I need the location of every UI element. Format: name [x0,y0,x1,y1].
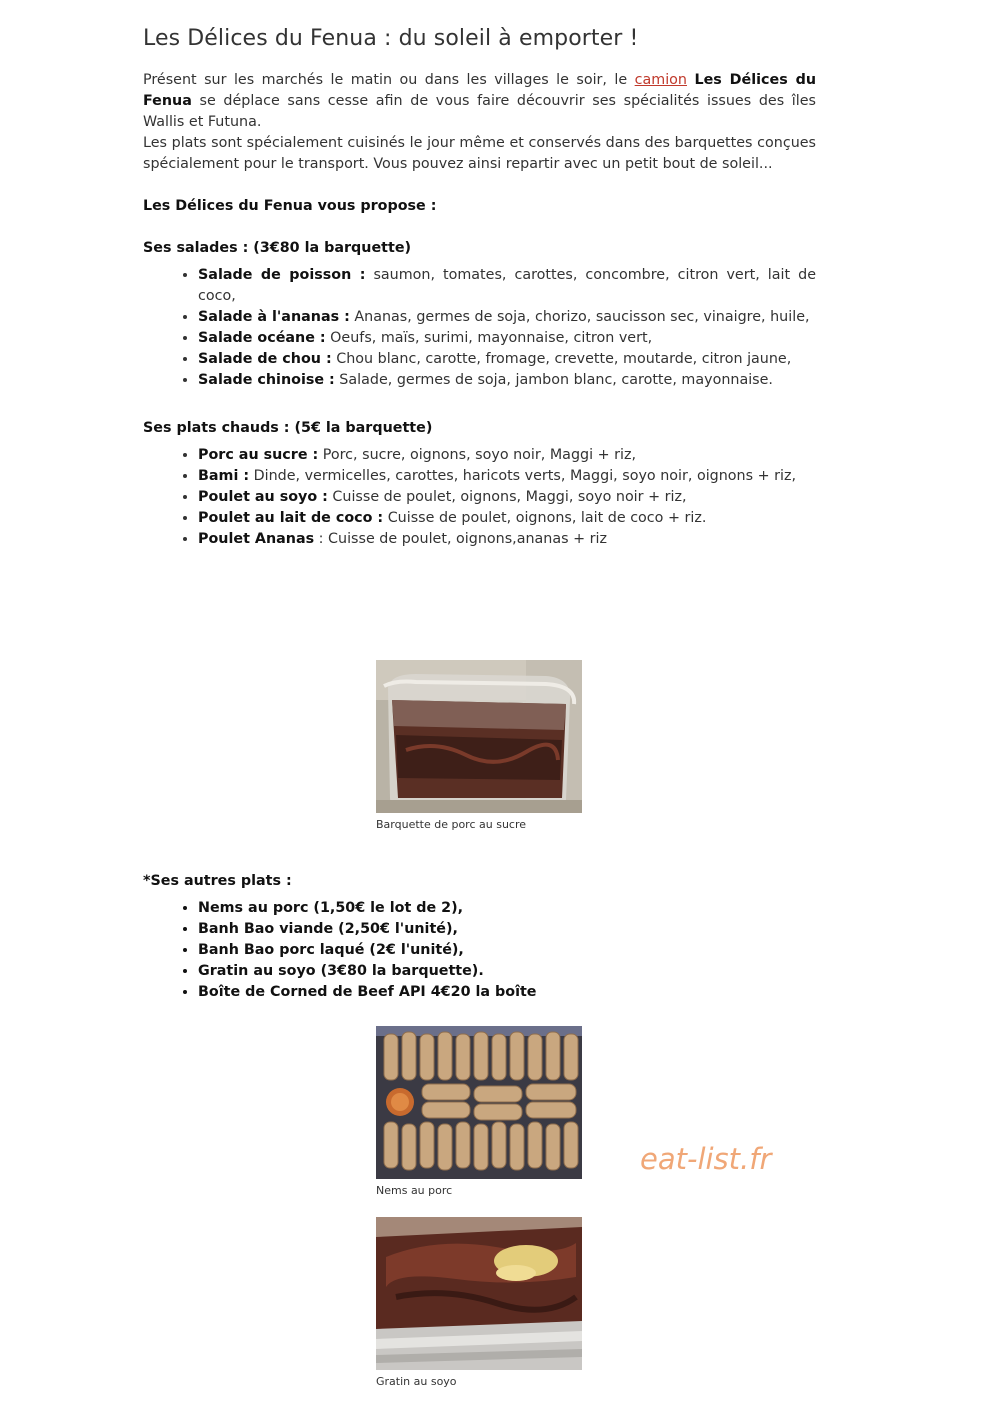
intro-text-2: Les plats sont spécialement cuisinés le jour même et conservés dans des barquettes conçues spécialement pour le transport. Vous pouvez ainsi repartir avec un petit bout de soleil... [143,135,816,172]
figure-nems [376,1026,582,1198]
figure-caption: Nems au porc [376,1184,453,1197]
list-item: • Banh Bao viande (2,50€ l'unité), [198,919,816,940]
list-item [198,328,816,349]
plats-chauds-list [143,445,816,550]
intro-brand: Les Délices du Fenua [143,72,817,109]
nems-photo [376,1026,582,1179]
figure-caption: Barquette de porc au sucre [376,818,527,831]
propose-heading: Les Délices du Fenua vous propose : [143,198,437,214]
list-item: • Nems au porc (1,50€ le lot de 2), [198,898,816,919]
dish-desc: Dinde, vermicelles, carottes, haricots verts, Maggi, soyo noir, oignons + riz, [249,468,797,484]
list-item [198,466,816,487]
dish-desc: Chou blanc, carotte, fromage, crevette, moutarde, citron jaune, [331,351,792,367]
article [143,22,816,550]
dish-name: Salade chinoise : [198,372,335,388]
porc-photo [376,660,582,813]
page-title: Les Délices du Fenua : du soleil à emporter ! [143,26,639,51]
salades-heading: Ses salades : (3€80 la barquette) [143,240,412,256]
dish-desc: Cuisse de poulet, oignons, lait de coco + riz. [383,510,707,526]
dish-desc: Oeufs, maïs, surimi, mayonnaise, citron vert, [325,330,653,346]
dish-desc: Porc, sucre, oignons, soyo noir, Maggi + riz, [318,447,637,463]
figure-gratin [376,1217,582,1389]
list-item: • Boîte de Corned de Beef API 4€20 la boîte [198,982,816,1003]
list-item: • Gratin au soyo (3€80 la barquette). [198,961,816,982]
dish-name: Poulet au lait de coco : [198,510,384,526]
dish-desc: : Cuisse de poulet, oignons,ananas + riz [314,531,607,547]
dish-desc: Salade, germes de soja, jambon blanc, carotte, mayonnaise. [334,372,773,388]
list-item [198,307,816,328]
figure-caption: Gratin au soyo [376,1375,457,1388]
dish-desc: Cuisse de poulet, oignons, Maggi, soyo noir + riz, [327,489,687,505]
autres-list [143,898,816,1003]
list-item [198,508,816,529]
list-item [198,445,816,466]
autres-heading: *Ses autres plats : [143,873,292,889]
figure-porc [376,660,582,832]
list-item: • Banh Bao porc laqué (2€ l'unité), [198,940,816,961]
camion-link[interactable]: camion [634,72,687,88]
list-item [198,487,816,508]
intro-text-after: se déplace sans cesse afin de vous faire découvrir ses spécialités issues des îles Wallis et Futuna. [143,93,816,130]
dish-name: Salade de poisson : [198,267,366,283]
list-item [198,529,816,550]
watermark: eat-list.fr [640,1142,772,1176]
dish-name: Bami : [198,468,250,484]
intro-text: Présent sur les marchés le matin ou dans les villages le soir, le [143,72,635,88]
intro-paragraph [143,70,816,175]
list-item [198,349,816,370]
dish-desc: Ananas, germes de soja, chorizo, saucisson sec, vinaigre, huile, [349,309,810,325]
salades-list [143,265,816,391]
dish-name: Porc au sucre : [198,447,319,463]
dish-desc: saumon, tomates, carottes, concombre, citron vert, lait de coco, [198,267,816,304]
dish-name: Poulet Ananas [198,531,315,547]
plats-chauds-heading: Ses plats chauds : (5€ la barquette) [143,420,433,436]
dish-name: Salade océane : [198,330,326,346]
autres-section [143,871,816,1003]
list-item [198,370,816,391]
dish-name: Salade à l'ananas : [198,309,350,325]
dish-name: Salade de chou : [198,351,332,367]
list-item [198,265,816,307]
dish-name: Poulet au soyo : [198,489,328,505]
gratin-photo [376,1217,582,1370]
